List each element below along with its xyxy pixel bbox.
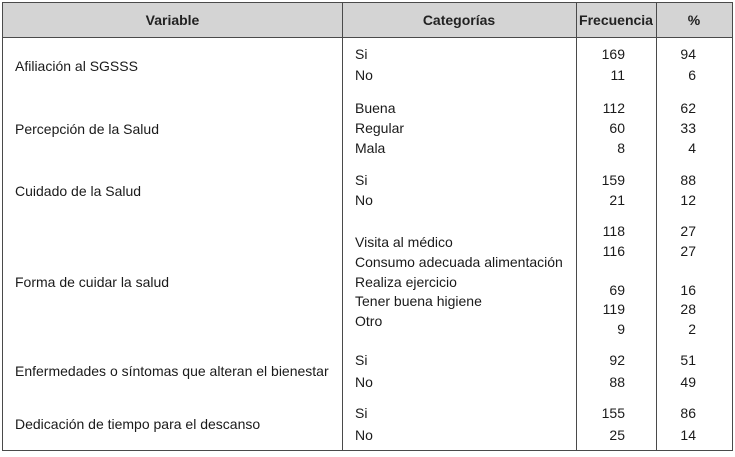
percent-value: 49 <box>680 374 696 390</box>
frequency-value: 60 <box>609 120 625 136</box>
frequency-value: 88 <box>609 374 625 390</box>
category-label: Si <box>355 352 368 368</box>
frequency-value: 69 <box>609 282 625 298</box>
header-percent: % <box>687 12 701 28</box>
category-label: Consumo adecuada alimentación <box>355 254 563 270</box>
category-label: Visita al médico <box>355 234 453 250</box>
frequency-value: 8 <box>617 140 625 156</box>
percent-value: 16 <box>680 282 696 298</box>
variable-label: Forma de cuidar la salud <box>15 274 170 290</box>
percent-value: 2 <box>688 321 696 337</box>
percent-value: 27 <box>680 223 696 239</box>
frequency-value: 11 <box>610 67 625 83</box>
percent-value: 6 <box>688 67 696 83</box>
category-label: Realiza ejercicio <box>355 274 457 290</box>
variable-label: Dedicación de tiempo para el descanso <box>15 416 261 432</box>
category-label: Tener buena higiene <box>355 293 482 309</box>
percent-value: 28 <box>680 301 696 317</box>
variable-label: Enfermedades o síntomas que alteran el bienestar <box>15 363 329 379</box>
frequency-value: 92 <box>609 352 625 368</box>
percent-value: 12 <box>680 192 696 208</box>
percent-value: 14 <box>680 427 696 443</box>
category-label: Buena <box>355 100 396 116</box>
header-categorias: Categorías <box>422 12 496 28</box>
percent-value: 27 <box>680 243 696 259</box>
percent-value: 86 <box>680 405 696 421</box>
category-label: Otro <box>355 313 383 329</box>
frequency-value: 112 <box>602 100 625 116</box>
percent-value: 88 <box>680 172 696 188</box>
percent-value: 62 <box>680 100 696 116</box>
percent-value: 94 <box>680 46 696 62</box>
frequency-value: 169 <box>601 46 625 62</box>
frequency-value: 159 <box>601 172 625 188</box>
header-frecuencia: Frecuencia <box>579 12 653 28</box>
frequency-value: 25 <box>609 427 625 443</box>
percent-value: 33 <box>680 120 696 136</box>
header-variable: Variable <box>145 12 200 28</box>
frequency-value: 116 <box>602 243 625 259</box>
category-label: No <box>355 427 373 443</box>
frequency-value: 9 <box>617 321 625 337</box>
variable-label: Cuidado de la Salud <box>15 183 142 199</box>
category-label: No <box>355 192 373 208</box>
category-label: Mala <box>355 140 386 156</box>
variable-label: Afiliación al SGSSS <box>15 58 138 74</box>
variable-label: Percepción de la Salud <box>15 121 159 137</box>
frequency-value: 119 <box>602 301 625 317</box>
category-label: Si <box>355 405 368 421</box>
category-label: No <box>355 374 373 390</box>
frequency-value: 155 <box>601 405 625 421</box>
category-label: Regular <box>355 120 405 136</box>
category-label: Si <box>355 46 368 62</box>
frequency-value: 21 <box>609 192 625 208</box>
header-divider <box>3 37 732 38</box>
category-label: No <box>355 67 373 83</box>
data-table <box>2 2 733 451</box>
percent-value: 4 <box>688 140 696 156</box>
percent-value: 51 <box>680 352 696 368</box>
column-divider <box>342 3 343 450</box>
frequency-value: 118 <box>602 223 625 239</box>
category-label: Si <box>355 172 368 188</box>
